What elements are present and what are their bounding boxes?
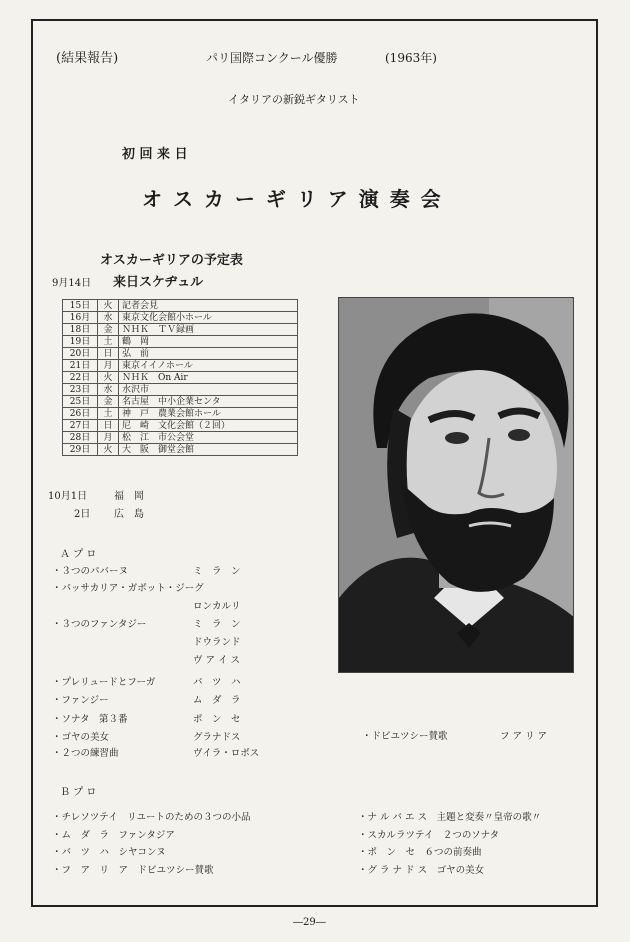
program-b-right-item: ・ナ ル バ エ ス 主題と変奏〃皇帝の歌〃 <box>358 812 542 823</box>
report-label: (結果報告) <box>56 51 119 66</box>
program-a-composer: ドウランド <box>193 637 241 648</box>
schedule-table <box>62 299 298 456</box>
schedule-weekday: 水 <box>98 312 119 324</box>
program-a-title: ・ソナタ 第３番 <box>52 714 128 725</box>
program-a-title: ・プレリュードとフーガ <box>52 677 156 688</box>
program-a-composer: ミ ラ ン <box>193 619 241 630</box>
portrait-illustration <box>339 298 574 673</box>
schedule-day: 16月 <box>63 312 98 324</box>
program-a-title: ・３つのファンタジー <box>52 619 147 630</box>
schedule-day: 22日 <box>63 372 98 384</box>
schedule-day: 26日 <box>63 408 98 420</box>
schedule-row <box>63 444 298 456</box>
program-a-title: ・ファンジー <box>52 695 109 706</box>
program-a-title: ・３つのパバーヌ <box>52 566 129 577</box>
program-a-title: ・パッサカリア・ガボット・ジーグ <box>52 583 204 594</box>
schedule-event: 名古屋 中小企業センタ <box>119 396 298 408</box>
schedule-event: 鶴 岡 <box>119 336 298 348</box>
program-a-composer: ヴイラ・ロボス <box>193 748 260 759</box>
program-b-right-item: ・グ ラ ナ ド ス ゴヤの美女 <box>358 865 485 876</box>
program-a-composer: ポ ン セ <box>193 714 241 725</box>
portrait-photo <box>338 297 574 673</box>
schedule-weekday: 月 <box>98 432 119 444</box>
program-a-title: ・ゴヤの美女 <box>52 732 110 743</box>
schedule-event: 松 江 市公会堂 <box>119 432 298 444</box>
program-a-composer: ミ ラ ン <box>193 566 241 577</box>
schedule-event: 弘 前 <box>119 348 298 360</box>
schedule-row <box>63 384 298 396</box>
schedule-day: 27日 <box>63 420 98 432</box>
program-a-title: ・２つの練習曲 <box>52 748 119 759</box>
schedule-weekday: 火 <box>98 372 119 384</box>
schedule-weekday: 金 <box>98 396 119 408</box>
schedule-row <box>63 324 298 336</box>
schedule-weekday: 日 <box>98 348 119 360</box>
program-a-extra-title: ・ドビユツシー賛歌 <box>362 731 448 742</box>
schedule-event: 水沢市 <box>119 384 298 396</box>
schedule-weekday: 土 <box>98 336 119 348</box>
schedule-weekday: 火 <box>98 300 119 312</box>
contest-year: (1963年) <box>385 51 437 65</box>
oct-date-1: 10月1日 <box>48 491 88 502</box>
program-a-heading: Ａ プ ロ <box>60 549 97 560</box>
program-b-heading: Ｂ プ ロ <box>60 787 97 798</box>
program-a-composer: グラナドス <box>193 732 241 743</box>
schedule-start-label: 来日スケヂュル <box>113 275 204 290</box>
schedule-day: 23日 <box>63 384 98 396</box>
program-a-composer: バ ツ ハ <box>193 677 241 688</box>
schedule-event: 東京イイノホール <box>119 360 298 372</box>
schedule-day: 25日 <box>63 396 98 408</box>
schedule-day: 28日 <box>63 432 98 444</box>
schedule-row <box>63 420 298 432</box>
program-a-extra-composer: フ ア リ ア <box>500 731 548 742</box>
schedule-row <box>63 396 298 408</box>
oct-date-2: 2日 <box>74 509 91 520</box>
schedule-start-date: 9月14日 <box>52 278 92 289</box>
program-b-right-item: ・ポ ン セ ６つの前奏曲 <box>358 847 482 858</box>
schedule-row <box>63 408 298 420</box>
schedule-weekday: 水 <box>98 384 119 396</box>
schedule-row <box>63 360 298 372</box>
schedule-weekday: 金 <box>98 324 119 336</box>
schedule-day: 19日 <box>63 336 98 348</box>
schedule-event: 東京文化会館小ホール <box>119 312 298 324</box>
program-b-left-item: ・バ ツ ハ シヤコンヌ <box>52 847 166 858</box>
program-b-left-item: ・フ ア リ ア ドビユツシー賛歌 <box>52 865 214 876</box>
schedule-weekday: 日 <box>98 420 119 432</box>
schedule-heading: オスカーギリアの予定表 <box>100 253 243 268</box>
schedule-row <box>63 312 298 324</box>
program-b-left-item: ・チレソツテイ リユートのための３つの小品 <box>52 812 251 823</box>
schedule-row <box>63 432 298 444</box>
schedule-row <box>63 348 298 360</box>
schedule-event: 神 戸 農業会館ホール <box>119 408 298 420</box>
schedule-day: 18日 <box>63 324 98 336</box>
schedule-event: 大 阪 御堂会館 <box>119 444 298 456</box>
schedule-row <box>63 336 298 348</box>
program-a-composer: ヴ ア イ ス <box>193 655 241 666</box>
schedule-row <box>63 300 298 312</box>
schedule-day: 29日 <box>63 444 98 456</box>
schedule-day: 15日 <box>63 300 98 312</box>
schedule-weekday: 土 <box>98 408 119 420</box>
program-a-composer: ム ダ ラ <box>193 695 241 706</box>
oct-place-2: 広 島 <box>114 509 144 520</box>
schedule-event: 記者会見 <box>119 300 298 312</box>
page-number: ―29― <box>293 917 326 928</box>
schedule-day: 20日 <box>63 348 98 360</box>
oct-place-1: 福 岡 <box>114 491 144 502</box>
page-title: オ ス カ ー ギ リ ア 演 奏 会 <box>142 187 443 211</box>
schedule-row <box>63 372 298 384</box>
program-b-right-item: ・スカルラツテイ ２つのソナタ <box>358 830 500 841</box>
contest-title: パリ国際コンクール優勝 <box>206 51 338 65</box>
schedule-event: ＮＨＫ ＴＶ録画 <box>119 324 298 336</box>
schedule-event: ＮＨＫ On Air <box>119 372 298 384</box>
schedule-day: 21日 <box>63 360 98 372</box>
page-subtitle: イタリアの新鋭ギタリスト <box>228 93 360 106</box>
program-b-left-item: ・ム ダ ラ ファンタジア <box>52 830 175 841</box>
first-visit-label: 初 回 来 日 <box>122 147 188 162</box>
schedule-event: 尼 崎 文化会館（２回） <box>119 420 298 432</box>
schedule-weekday: 火 <box>98 444 119 456</box>
schedule-weekday: 月 <box>98 360 119 372</box>
program-a-composer: ロンカルリ <box>193 601 241 612</box>
